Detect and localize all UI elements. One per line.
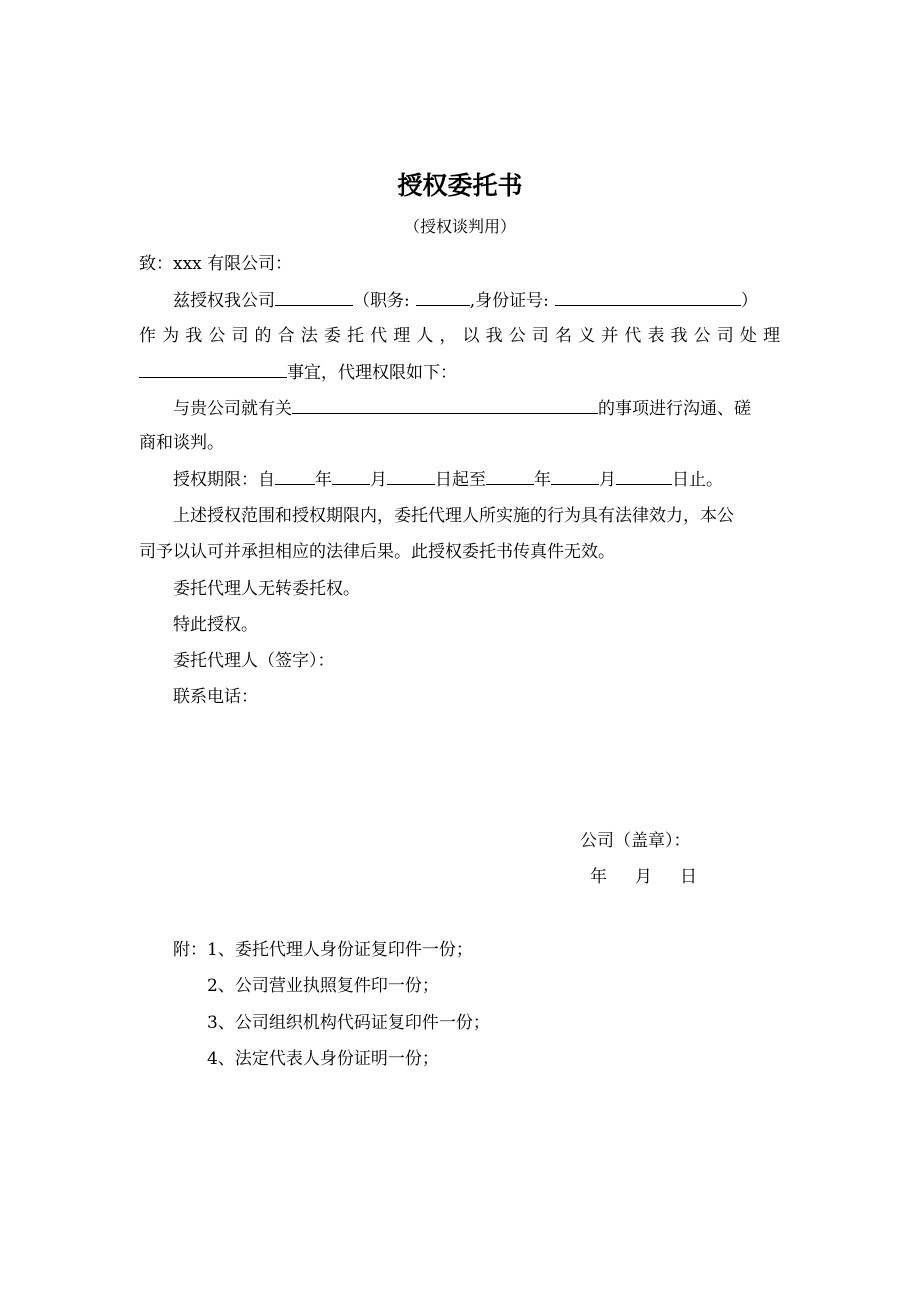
- authorization-text-1: 兹授权我公司: [173, 291, 275, 311]
- negotiation-text-2: 的事项进行沟通、磋: [598, 399, 751, 419]
- date-month-label: 月: [635, 867, 652, 887]
- date-day-label: 日: [680, 867, 697, 887]
- end-month-blank[interactable]: [551, 468, 599, 485]
- attachment-item-1: 附：1、委托代理人身份证复印件一份；: [173, 940, 473, 960]
- hereby-statement: 特此授权。: [173, 615, 258, 635]
- start-month-label: 月: [370, 470, 387, 490]
- contact-phone-label: 联系电话：: [173, 687, 258, 707]
- authorization-period: [173, 468, 723, 491]
- attachment-item-2: 2、公司营业执照复件印一份；: [207, 976, 439, 996]
- end-year-label: 年: [534, 470, 551, 490]
- start-year-label: 年: [315, 470, 332, 490]
- closing-paren: ）: [740, 291, 758, 311]
- start-day-label: 日起至: [435, 470, 486, 490]
- end-month-label: 月: [599, 470, 616, 490]
- end-year-blank[interactable]: [486, 468, 534, 485]
- start-month-blank[interactable]: [332, 468, 370, 485]
- period-label: 授权期限：自: [173, 470, 275, 490]
- position-blank[interactable]: [416, 289, 470, 306]
- company-name-blank[interactable]: [275, 289, 353, 306]
- start-day-blank[interactable]: [387, 468, 435, 485]
- attachment-item-4: 4、法定代表人身份证明一份；: [207, 1049, 439, 1069]
- addressee: 致：xxx 有限公司：: [139, 254, 293, 274]
- authorization-line-3: [139, 361, 457, 384]
- document-subtitle: （授权谈判用）: [403, 217, 516, 236]
- end-day-label: 日止。: [672, 470, 723, 490]
- start-year-blank[interactable]: [275, 468, 315, 485]
- legal-effect-line-1: 上述授权范围和授权期限内，委托代理人所实施的行为具有法律效力，本公: [173, 506, 734, 526]
- date-year-label: 年: [590, 867, 607, 887]
- negotiation-line-1: [173, 397, 751, 420]
- position-label: （职务:: [353, 291, 410, 311]
- end-day-blank[interactable]: [616, 468, 672, 485]
- attachment-item-3: 3、公司组织机构代码证复印件一份；: [207, 1013, 490, 1033]
- matter-blank[interactable]: [139, 361, 287, 378]
- negotiation-subject-blank[interactable]: [292, 397, 598, 414]
- document-title: 授权委托书: [397, 171, 523, 200]
- authorization-text-3: 事宜，代理权限如下：: [287, 363, 457, 383]
- legal-effect-line-2: 司予以认可并承担相应的法律后果。此授权委托书传真件无效。: [139, 542, 615, 562]
- agent-signature-label: 委托代理人（签字）：: [173, 651, 335, 671]
- id-number-blank[interactable]: [555, 289, 741, 306]
- no-transfer-statement: 委托代理人无转委托权。: [173, 579, 360, 599]
- negotiation-text-1: 与贵公司就有关: [173, 399, 292, 419]
- company-seal-label: 公司（盖章）：: [580, 831, 691, 851]
- authorization-line-2: 作为我公司的合法委托代理人，以我公司名义并代表我公司处理: [139, 326, 780, 346]
- signature-date: [590, 866, 697, 888]
- negotiation-line-2: 商和谈判。: [139, 433, 224, 453]
- id-number-label: ,身份证号:: [469, 291, 549, 311]
- authorization-line-1: [173, 289, 758, 312]
